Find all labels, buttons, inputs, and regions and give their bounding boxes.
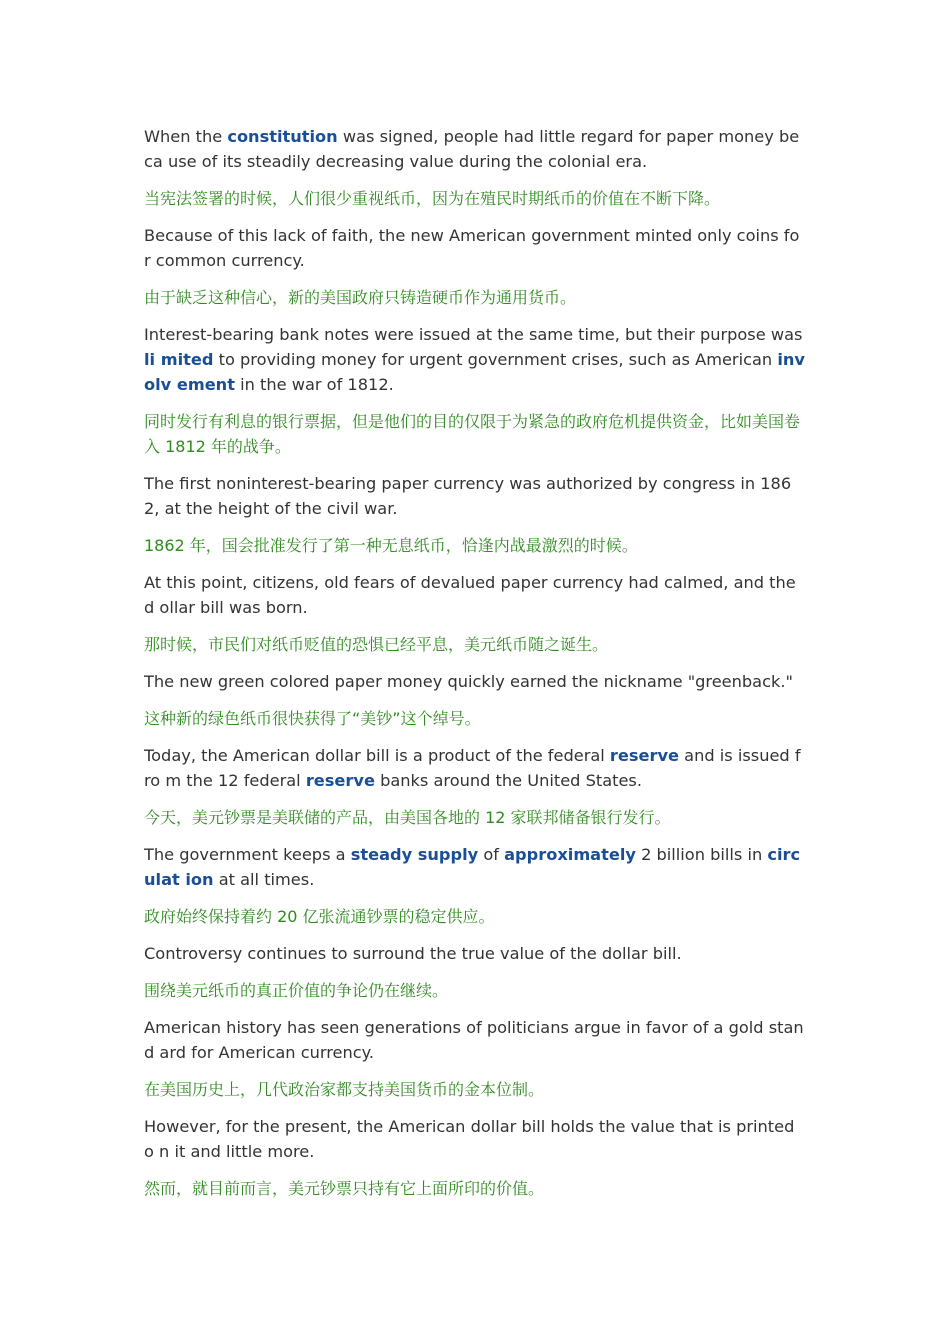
chinese-translation: 今天，美元钞票是美联储的产品，由美国各地的 12 家联邦储备银行发行。 [144, 808, 671, 827]
chinese-translation: 在美国历史上，几代政治家都支持美国货币的金本位制。 [144, 1080, 545, 1099]
chinese-translation: 由于缺乏这种信心，新的美国政府只铸造硬币作为通用货币。 [144, 288, 577, 307]
keyword: constitution [227, 127, 338, 146]
sentence-text: Controversy continues to surround the true value of the dollar bill. [144, 944, 682, 963]
chinese-translation: 围绕美元纸币的真正价值的争论仍在继续。 [144, 981, 449, 1000]
keyword: involv ement [144, 350, 805, 394]
sentence-text: When the [144, 127, 228, 146]
sentence-text: banks around the United States. [374, 771, 643, 790]
english-sentence [144, 1015, 806, 1065]
sentence-text: However, for the present, the American dollar bill holds the value that is printed o n it and little more. [144, 1117, 795, 1161]
english-sentence [144, 322, 806, 397]
chinese-translation: 那时候，市民们对纸币贬值的恐惧已经平息，美元纸币随之诞生。 [144, 635, 609, 654]
sentence-text: The new green colored paper money quickly earned the nickname "greenback." [144, 672, 793, 691]
sentence-text: The first noninterest-bearing paper currency was authorized by congress in 1862, at the height of the civil war. [144, 474, 792, 518]
chinese-translation: 这种新的绿色纸币很快获得了“美钞”这个绰号。 [144, 709, 481, 728]
sentence-text: The government keeps a [144, 845, 351, 864]
chinese-translation: 当宪法签署的时候，人们很少重视纸币，因为在殖民时期纸币的价值在不断下降。 [144, 189, 721, 208]
sentence-text: to providing money for urgent government crises, such as American [213, 350, 778, 369]
english-sentence [144, 124, 806, 174]
english-sentence [144, 669, 806, 694]
chinese-translation: 同时发行有利息的银行票据，但是他们的目的仅限于为紧急的政府危机提供资金，比如美国卷入 1812 年的战争。 [144, 412, 801, 456]
chinese-translation: 然而，就目前而言，美元钞票只持有它上面所印的价值。 [144, 1179, 545, 1198]
sentence-text: at all times. [213, 870, 315, 889]
chinese-translation: 政府始终保持着约 20 亿张流通钞票的稳定供应。 [144, 907, 495, 926]
english-sentence [144, 743, 806, 793]
sentence-text: 2 billion bills in [635, 845, 768, 864]
sentence-text: of [478, 845, 505, 864]
keyword: approximately [504, 845, 636, 864]
keyword: reserve [609, 746, 680, 765]
english-sentence [144, 1114, 806, 1164]
english-sentence [144, 223, 806, 273]
english-sentence [144, 471, 806, 521]
sentence-text: was signed, people had little regard for paper money beca use of its steadily decreasing value during the colonial era. [144, 127, 800, 171]
keyword: reserve [305, 771, 375, 790]
english-sentence [144, 842, 806, 892]
sentence-text: Today, the American dollar bill is a product of the federal [144, 746, 610, 765]
sentence-text: Interest-bearing bank notes were issued at the same time, but their purpose was [144, 325, 803, 344]
document-body [144, 124, 806, 1213]
sentence-text: American history has seen generations of politicians argue in favor of a gold stand ard for American currency. [144, 1018, 804, 1062]
sentence-text: in the war of 1812. [234, 375, 394, 394]
english-sentence [144, 941, 806, 966]
keyword: circulat ion [144, 845, 801, 889]
sentence-text: At this point, citizens, old fears of devalued paper currency had calmed, and the d ollar bill was born. [144, 573, 796, 617]
sentence-text: and is issued fro m the 12 federal [144, 746, 801, 790]
english-sentence [144, 570, 806, 620]
chinese-translation: 1862 年，国会批准发行了第一种无息纸币，恰逢内战最激烈的时候。 [144, 536, 638, 555]
sentence-text: Because of this lack of faith, the new American government minted only coins for common currency. [144, 226, 800, 270]
keyword: li mited [144, 350, 214, 369]
keyword: steady supply [350, 845, 479, 864]
